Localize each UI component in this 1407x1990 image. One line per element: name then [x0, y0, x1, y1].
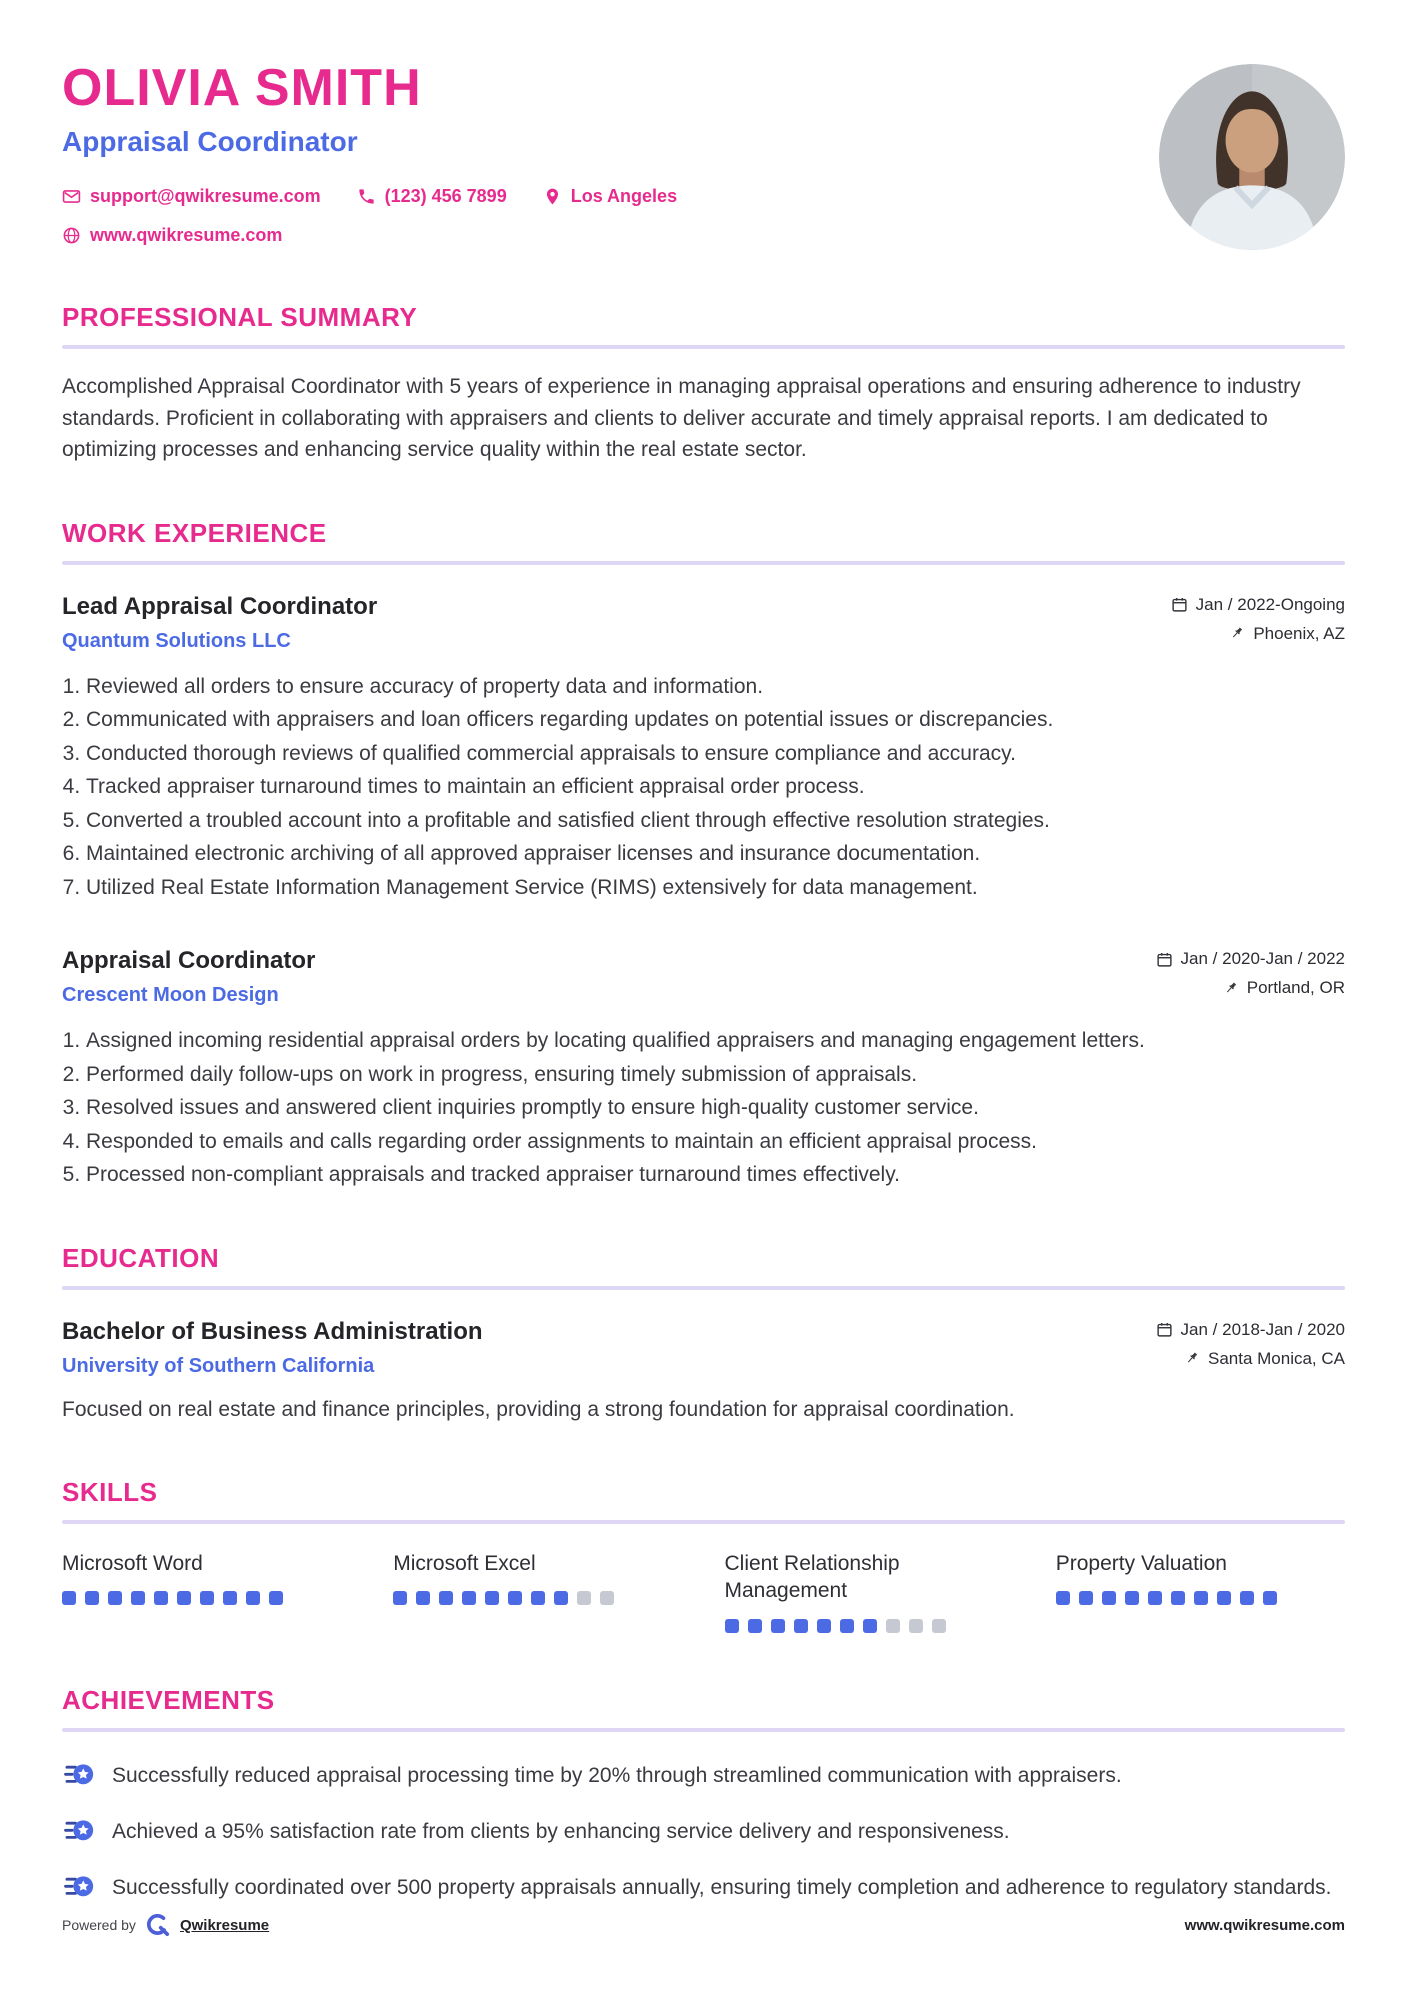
job-left	[62, 947, 315, 1007]
skill-level-square	[131, 1591, 145, 1605]
profile-photo	[1159, 64, 1345, 250]
footer-left	[62, 1912, 269, 1938]
contact-phone	[357, 186, 507, 207]
skill-level-square	[1079, 1591, 1093, 1605]
skill-level-square	[393, 1591, 407, 1605]
summary-text: Accomplished Appraisal Coordinator with 5 years of experience in managing appraisal operations and ensuring adherence to industry standards. Proficient in collaborating with appraisers and clients to deliver accurate and timely appraisal reports. I am dedicated to optimizing processes and enhancing service quality within the real estate sector.	[62, 375, 1301, 461]
award-icon	[62, 1758, 96, 1792]
achievement-item	[62, 1814, 1345, 1848]
envelope-icon	[62, 187, 81, 206]
skill-level-bar	[1056, 1591, 1345, 1605]
skill-item	[393, 1550, 682, 1633]
skill-level-square	[771, 1619, 785, 1633]
achievement-item	[62, 1870, 1345, 1904]
job-bullet-list	[62, 671, 1345, 904]
section-divider	[62, 1286, 1345, 1290]
job-dates-text: Jan / 2022-Ongoing	[1195, 594, 1345, 614]
skill-level-square	[1171, 1591, 1185, 1605]
job-right	[1171, 593, 1345, 644]
job-entry	[62, 593, 1345, 904]
skill-level-bar	[725, 1619, 1014, 1633]
achievement-text: Achieved a 95% satisfaction rate from clients by enhancing service delivery and responsiveness.	[112, 1819, 1010, 1843]
contact-website	[62, 225, 282, 246]
education-dates-text: Jan / 2018-Jan / 2020	[1180, 1319, 1345, 1339]
skill-level-square	[1194, 1591, 1208, 1605]
job-head	[62, 947, 1345, 1007]
website-link[interactable]: www.qwikresume.com	[90, 225, 283, 245]
phone-icon	[357, 187, 376, 206]
bullet-item: 4. Tracked appraiser turnaround times to maintain an efficient appraisal order process.	[86, 771, 1345, 803]
skill-level-square	[1125, 1591, 1139, 1605]
skill-level-square	[508, 1591, 522, 1605]
section-professional-summary	[62, 302, 1345, 466]
skills-heading: SKILLS	[62, 1477, 158, 1507]
skill-level-square	[932, 1619, 946, 1633]
skill-level-bar	[62, 1591, 351, 1605]
bullet-item: 1. Assigned incoming residential appraisal orders by locating qualified appraisers and managing engagement letters.	[86, 1025, 1345, 1057]
section-divider	[62, 561, 1345, 565]
skill-level-square	[246, 1591, 260, 1605]
contact-location	[543, 186, 677, 207]
skill-level-square	[85, 1591, 99, 1605]
skill-level-square	[1240, 1591, 1254, 1605]
skill-level-square	[794, 1619, 808, 1633]
job-location-text: Phoenix, AZ	[1253, 623, 1345, 643]
job-right	[1156, 947, 1345, 998]
skill-level-square	[62, 1591, 76, 1605]
education-location	[1183, 1349, 1345, 1369]
skill-level-square	[416, 1591, 430, 1605]
achievement-item	[62, 1758, 1345, 1792]
job-dates	[1171, 595, 1345, 615]
header-left	[62, 58, 703, 246]
school-name: University of Southern California	[62, 1354, 375, 1377]
skill-level-square	[1148, 1591, 1162, 1605]
job-location	[1228, 624, 1345, 644]
skill-level-square	[177, 1591, 191, 1605]
skill-name: Microsoft Word	[62, 1552, 203, 1575]
skill-item	[1056, 1550, 1345, 1633]
achievements-list	[62, 1758, 1345, 1904]
job-title: Appraisal Coordinator	[62, 947, 316, 974]
section-education	[62, 1243, 1345, 1426]
skill-level-square	[462, 1591, 476, 1605]
company-name: Quantum Solutions LLC	[62, 629, 291, 652]
education-description: Focused on real estate and finance principles, providing a strong foundation for appraisal coordination.	[62, 1397, 1015, 1421]
job-entry	[62, 947, 1345, 1191]
section-skills	[62, 1477, 1345, 1633]
job-location	[1222, 978, 1345, 998]
bullet-item: 3. Resolved issues and answered client inquiries promptly to ensure high-quality customer service.	[86, 1092, 1345, 1124]
email-link[interactable]: support@qwikresume.com	[90, 186, 321, 206]
calendar-icon	[1156, 1321, 1173, 1338]
skill-level-square	[269, 1591, 283, 1605]
skills-grid	[62, 1550, 1345, 1633]
skill-level-square	[725, 1619, 739, 1633]
bullet-item: 5. Converted a troubled account into a profitable and satisfied client through effective resolution strategies.	[86, 805, 1345, 837]
skill-level-square	[577, 1591, 591, 1605]
calendar-icon	[1171, 596, 1188, 613]
bullet-item: 2. Communicated with appraisers and loan officers regarding updates on potential issues or discrepancies.	[86, 704, 1345, 736]
contact-info	[62, 186, 703, 246]
contact-row-2	[62, 225, 703, 246]
skill-level-square	[485, 1591, 499, 1605]
award-icon	[62, 1814, 96, 1848]
skill-level-square	[748, 1619, 762, 1633]
company-name: Crescent Moon Design	[62, 984, 279, 1006]
skill-level-bar	[393, 1591, 682, 1605]
education-location-text: Santa Monica, CA	[1207, 1348, 1345, 1368]
job-dates-text: Jan / 2020-Jan / 2022	[1180, 949, 1345, 968]
achievement-text: Successfully reduced appraisal processing time by 20% through streamlined communication with appraisers.	[112, 1763, 1122, 1787]
bullet-item: 4. Responded to emails and calls regarding order assignments to maintain an efficient appraisal process.	[86, 1126, 1345, 1158]
skill-level-square	[1056, 1591, 1070, 1605]
section-divider	[62, 1520, 1345, 1524]
education-entry	[62, 1318, 1345, 1426]
section-divider	[62, 1728, 1345, 1732]
skill-level-square	[909, 1619, 923, 1633]
skill-name: Client Relationship Management	[724, 1552, 900, 1603]
skill-level-square	[531, 1591, 545, 1605]
footer-website: www.qwikresume.com	[1184, 1916, 1345, 1934]
person-job-title: Appraisal Coordinator	[62, 126, 358, 157]
pushpin-icon	[1222, 980, 1239, 997]
education-left	[62, 1318, 483, 1378]
degree-title: Bachelor of Business Administration	[62, 1317, 483, 1345]
skill-item	[725, 1550, 1014, 1633]
contact-email	[62, 186, 321, 207]
job-left	[62, 593, 377, 653]
summary-heading: PROFESSIONAL SUMMARY	[62, 302, 418, 332]
skill-level-square	[840, 1619, 854, 1633]
powered-by-text: Powered by	[62, 1917, 136, 1933]
skill-level-square	[223, 1591, 237, 1605]
achievements-heading: ACHIEVEMENTS	[62, 1684, 275, 1715]
section-achievements	[62, 1685, 1345, 1904]
skill-level-square	[1217, 1591, 1231, 1605]
location-text: Los Angeles	[570, 186, 678, 206]
bullet-item: 5. Processed non-compliant appraisals and tracked appraiser turnaround times effectively.	[86, 1159, 1345, 1191]
award-icon	[62, 1870, 96, 1904]
skill-name: Microsoft Excel	[393, 1552, 536, 1575]
skill-level-square	[600, 1591, 614, 1605]
bullet-item: 1. Reviewed all orders to ensure accuracy of property data and information.	[86, 671, 1345, 703]
job-title: Lead Appraisal Coordinator	[62, 592, 378, 620]
education-head	[62, 1318, 1345, 1378]
skill-level-square	[886, 1619, 900, 1633]
achievement-text: Successfully coordinated over 500 property appraisals annually, ensuring timely completion and adherence to regulatory standards.	[112, 1875, 1332, 1899]
education-dates	[1156, 1320, 1345, 1340]
experience-heading: WORK EXPERIENCE	[62, 517, 327, 548]
job-head	[62, 593, 1345, 653]
job-bullet-list	[62, 1025, 1345, 1191]
bullet-item: 2. Performed daily follow-ups on work in progress, ensuring timely submission of appraisals.	[86, 1059, 1345, 1091]
qwikresume-logo-icon	[145, 1912, 171, 1938]
skill-level-square	[200, 1591, 214, 1605]
header	[62, 58, 1345, 250]
education-heading: EDUCATION	[62, 1242, 220, 1273]
section-divider	[62, 345, 1345, 349]
skill-level-square	[1102, 1591, 1116, 1605]
map-pin-icon	[543, 187, 562, 206]
qwikresume-brand-link[interactable]: Qwikresume	[179, 1916, 270, 1934]
pushpin-icon	[1228, 625, 1245, 642]
footer	[62, 1912, 1345, 1938]
pushpin-icon	[1183, 1350, 1200, 1367]
job-dates	[1156, 949, 1345, 969]
skill-level-square	[439, 1591, 453, 1605]
contact-row-1	[62, 186, 703, 207]
person-name: OLIVIA SMITH	[62, 59, 422, 117]
skill-level-square	[817, 1619, 831, 1633]
education-right	[1156, 1318, 1345, 1369]
calendar-icon	[1156, 951, 1173, 968]
phone-text: (123) 456 7899	[384, 186, 507, 206]
bullet-item: 6. Maintained electronic archiving of all approved appraiser licenses and insurance documentation.	[86, 838, 1345, 870]
globe-icon	[62, 226, 81, 245]
skill-level-square	[1263, 1591, 1277, 1605]
skill-level-square	[863, 1619, 877, 1633]
skill-level-square	[154, 1591, 168, 1605]
job-location-text: Portland, OR	[1246, 978, 1345, 997]
skill-level-square	[554, 1591, 568, 1605]
skill-level-square	[108, 1591, 122, 1605]
skill-name: Property Valuation	[1055, 1552, 1227, 1575]
section-work-experience	[62, 518, 1345, 1191]
bullet-item: 7. Utilized Real Estate Information Management Service (RIMS) extensively for data management.	[86, 872, 1345, 904]
bullet-item: 3. Conducted thorough reviews of qualified commercial appraisals to ensure compliance and accuracy.	[86, 738, 1345, 770]
skill-item	[62, 1550, 351, 1633]
